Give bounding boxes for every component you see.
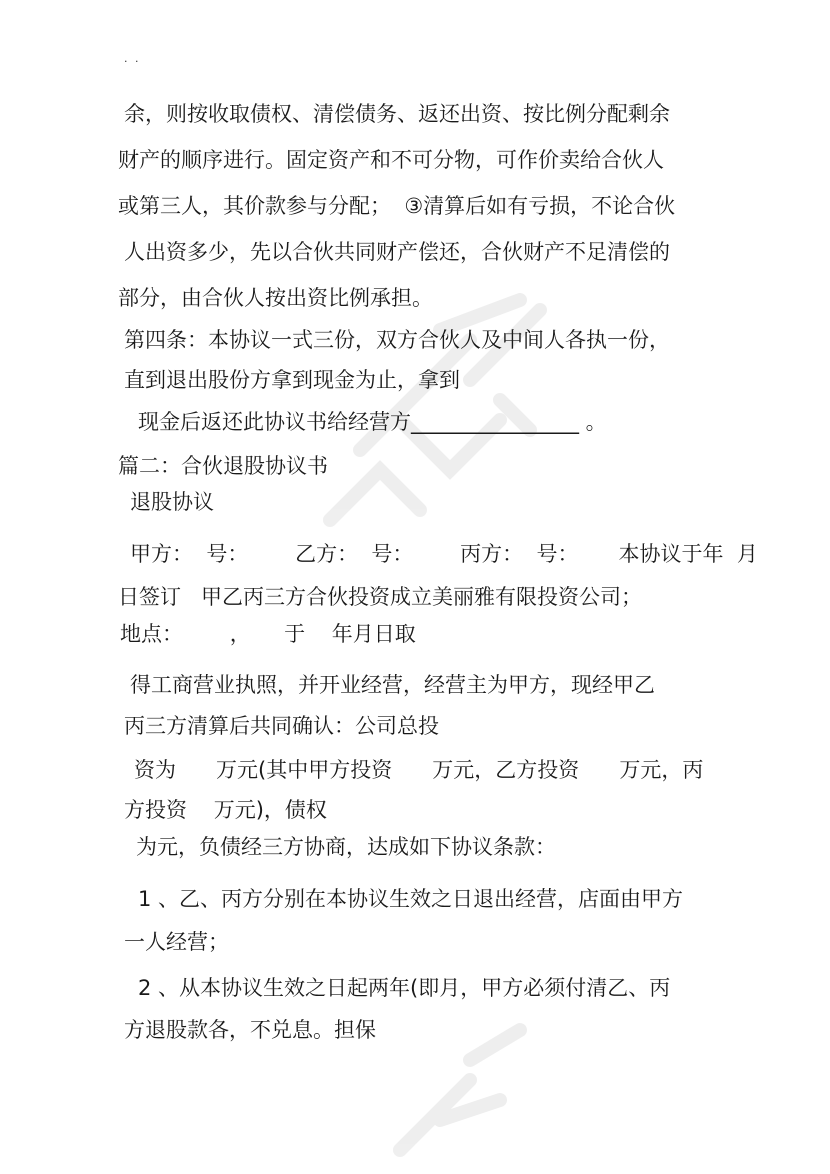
text-line: 丙三方清算后共同确认：公司总投 bbox=[124, 714, 439, 738]
text-line: 第四条：本协议一式三份，双方合伙人及中间人各执一份， bbox=[124, 328, 670, 352]
text-line: 得工商营业执照，并开业经营，经营主为甲方，现经甲乙 bbox=[130, 673, 655, 697]
clause-item: 1 、乙、丙方分别在本协议生效之日退出经营，店面由甲方 bbox=[138, 887, 684, 911]
text-line: 日签订 甲乙丙三方合伙投资成立美丽雅有限投资公司； bbox=[118, 585, 643, 609]
text-line: 甲方： 号： 乙方： 号： 丙方： 号： 本协议于年 月 bbox=[130, 542, 758, 566]
text-line: 财产的顺序进行。固定资产和不可分物，可作价卖给合伙人 bbox=[118, 148, 664, 172]
page-marker-dots: . . bbox=[124, 52, 141, 65]
text-line: 现金后返还此协议书给经营方________________ 。 bbox=[138, 410, 607, 434]
section-heading: 篇二：合伙退股协议书 bbox=[118, 454, 328, 478]
text-line: 为元，负债经三方协商，达成如下协议条款： bbox=[136, 835, 556, 859]
text-line: 余，则按收取债权、清偿债务、返还出资、按比例分配剩余 bbox=[124, 102, 670, 126]
text-line: 人出资多少，先以合伙共同财产偿还，合伙财产不足清偿的 bbox=[124, 240, 670, 264]
text-line: 方投资 万元)，债权 bbox=[124, 798, 327, 822]
text-line: 直到退出股份方拿到现金为止，拿到 bbox=[124, 368, 460, 392]
text-line: 或第三人，其价款参与分配； ③清算后如有亏损，不论合伙 bbox=[118, 194, 676, 218]
clause-item: 方退股款各，不兑息。担保 bbox=[124, 1018, 376, 1042]
subsection-heading: 退股协议 bbox=[130, 490, 214, 514]
text-line: 资为 万元(其中甲方投资 万元，乙方投资 万元，丙 bbox=[134, 758, 704, 782]
text-line: 地点： ， 于 年月日取 bbox=[120, 622, 416, 646]
clause-item: 2 、从本协议生效之日起两年(即月，甲方必须付清乙、丙 bbox=[138, 976, 671, 1000]
clause-item: 一人经营； bbox=[124, 930, 229, 954]
text-line: 部分，由合伙人按出资比例承担。 bbox=[118, 286, 433, 310]
